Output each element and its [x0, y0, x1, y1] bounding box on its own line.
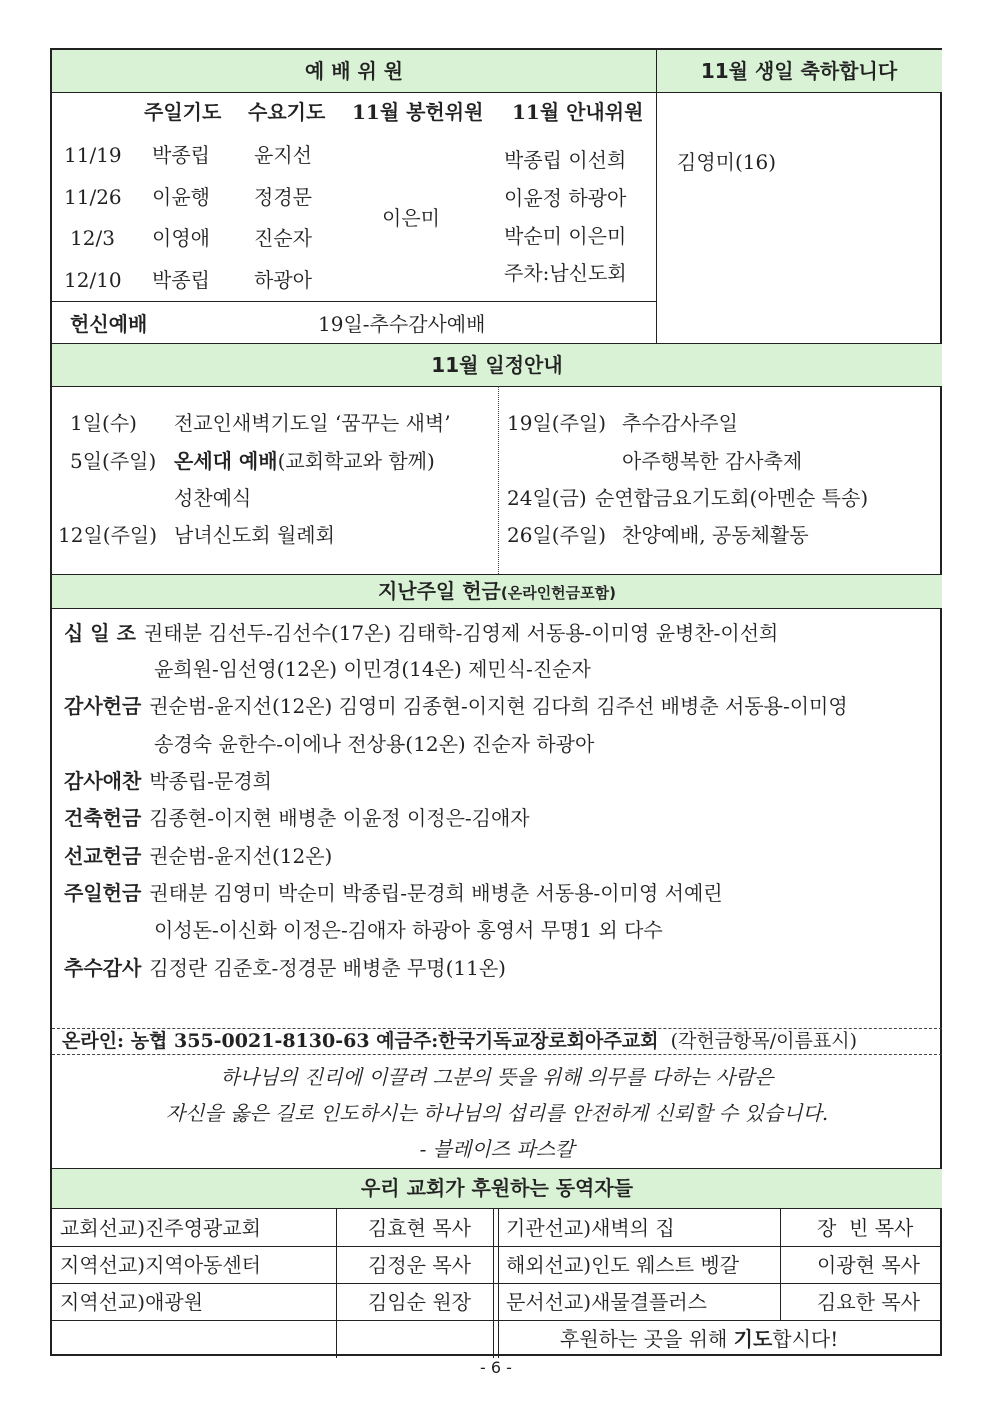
schedule-left-line [174, 451, 435, 471]
row-sunday-prayer: 이윤행 [152, 185, 210, 209]
offering-label: 선교헌금 [64, 844, 142, 868]
offering-label: 건축헌금 [64, 806, 142, 830]
offering-label: 감사애찬 [64, 769, 142, 793]
row-date: 12/10 [64, 268, 122, 292]
prayer-call [560, 1329, 838, 1349]
online-account-note: (각헌금항목/이름표시) [670, 1030, 857, 1052]
support-org: 해외선교)인도 웨스트 벵갈 [506, 1253, 740, 1277]
schedule-left-text: 성찬예식 [174, 486, 252, 510]
schedule-header: 11월 일정안내 [52, 344, 942, 386]
page-number: - 6 - [480, 1358, 512, 1377]
offering-names: 권순범-윤지선(12온) 김영미 김종현-이지현 김다희 김주선 배병춘 서동용-이미영 [149, 694, 848, 718]
schedule-right-date: 26일(주일) [507, 523, 607, 547]
support-person: 김효현 목사 [368, 1216, 471, 1240]
row-usher: 주차:남신도회 [504, 261, 627, 285]
schedule-left-text: 남녀신도회 월례회 [174, 523, 335, 547]
row-wednesday-prayer: 윤지선 [254, 143, 312, 167]
row-date: 12/3 [70, 226, 115, 250]
support-org: 기관선교)새벽의 집 [506, 1216, 675, 1240]
support-person: 장 빈 목사 [817, 1216, 914, 1240]
offering-label: 추수감사 [64, 956, 142, 980]
offering-names: 권순범-윤지선(12온) [149, 844, 333, 868]
row-date: 11/19 [64, 143, 122, 167]
prayer-call-pre: 후원하는 곳을 위해 [560, 1327, 734, 1351]
quote-line-2: 자신을 옳은 길로 인도하시는 하나님의 섭리를 안전하게 신뢰할 수 있습니다. [165, 1101, 829, 1125]
schedule-right-text: 아주행복한 감사축제 [622, 449, 803, 473]
col-header-ushers: 11월 안내위원 [512, 100, 644, 124]
worship-header: 예 배 위 원 [52, 50, 656, 92]
support-person: 이광현 목사 [817, 1253, 920, 1277]
schedule-right-text: 순연합금요기도회(아멘순 특송) [595, 486, 869, 510]
quote-line-1: 하나님의 진리에 이끌려 그분의 뜻을 위해 의무를 다하는 사람은 [220, 1065, 774, 1089]
offering-header-sub: (온라인헌금포함) [500, 584, 617, 602]
devotion-value: 19일-추수감사예배 [318, 312, 486, 336]
offering-item-harvest [64, 958, 506, 978]
birthday-header: 11월 생일 축하합니다 [656, 50, 942, 92]
schedule-left-date: 5일(주일) [70, 449, 157, 473]
schedule-left-date: 1일(수) [70, 411, 137, 435]
row-sunday-prayer: 박종립 [152, 268, 210, 292]
row-sunday-prayer: 박종립 [152, 143, 210, 167]
offering-names: 권태분 김선두-김선수(17온) 김태학-김영제 서동용-이미영 윤병찬-이선희 [143, 621, 779, 645]
offering-names: 윤희원-임선영(12온) 이민경(14온) 제민식-진순자 [154, 657, 591, 681]
offering-label: 주일헌금 [64, 881, 142, 905]
prayer-call-bold: 기도 [733, 1327, 773, 1351]
offering-header-main: 지난주일 헌금 [377, 579, 501, 603]
schedule-right-date: 24일(금) [507, 486, 587, 510]
support-person: 김정운 목사 [368, 1253, 471, 1277]
support-person: 김요한 목사 [817, 1290, 920, 1314]
offering-label: 감사헌금 [64, 694, 142, 718]
support-org: 지역선교)애광원 [60, 1290, 204, 1314]
offering-item-thanks [64, 696, 848, 716]
offering-member: 이은미 [382, 206, 440, 230]
row-date: 11/26 [64, 185, 122, 209]
schedule-left-text: (교회학교와 함께) [277, 449, 435, 473]
quote-author: - 블레이즈 파스칼 [419, 1137, 575, 1161]
col-header-wednesday-prayer: 수요기도 [248, 100, 326, 124]
devotion-label: 헌신예배 [70, 312, 148, 336]
offering-item-tithe [64, 623, 778, 643]
prayer-call-post: 합시다! [772, 1327, 839, 1351]
support-org: 지역선교)지역아동센터 [60, 1253, 262, 1277]
support-person: 김임순 원장 [368, 1290, 471, 1314]
offering-header [52, 575, 942, 608]
row-usher: 박종립 이선희 [504, 148, 627, 172]
schedule-right-text: 추수감사주일 [622, 411, 738, 435]
offering-names: 김종현-이지현 배병춘 이윤정 이정은-김애자 [149, 806, 530, 830]
offering-item-agape [64, 771, 272, 791]
offering-names: 권태분 김영미 박순미 박종립-문경희 배병춘 서동용-이미영 서예린 [149, 881, 723, 905]
support-header: 우리 교회가 후원하는 동역자들 [52, 1169, 942, 1208]
offering-names: 박종립-문경희 [149, 769, 272, 793]
row-wednesday-prayer: 진순자 [254, 226, 312, 250]
row-sunday-prayer: 이영애 [152, 226, 210, 250]
schedule-left-date: 12일(주일) [58, 523, 158, 547]
offering-label: 십 일 조 [64, 621, 136, 645]
online-account-text: 온라인: 농협 355-0021-8130-63 예금주:한국기독교장로회아주교회 [62, 1030, 659, 1052]
row-usher: 박순미 이은미 [504, 224, 627, 248]
col-header-sunday-prayer: 주일기도 [144, 100, 222, 124]
offering-item-sunday [64, 883, 723, 903]
online-account [62, 1032, 857, 1051]
schedule-left-text: 전교인새벽기도일 ‘꿈꾸는 새벽’ [174, 411, 451, 435]
col-header-offering-members: 11월 봉헌위원 [352, 100, 484, 124]
support-org: 문서선교)새물결플러스 [506, 1290, 708, 1314]
offering-item-building [64, 808, 530, 828]
offering-names: 송경숙 윤한수-이에나 전상용(12온) 진순자 하광아 [154, 732, 595, 756]
offering-names: 김정란 김준호-정경문 배병춘 무명(11온) [149, 956, 506, 980]
row-wednesday-prayer: 하광아 [254, 268, 312, 292]
schedule-right-date: 19일(주일) [507, 411, 607, 435]
support-org: 교회선교)진주영광교회 [60, 1216, 262, 1240]
row-wednesday-prayer: 정경문 [254, 185, 312, 209]
schedule-right-text: 찬양예배, 공동체활동 [622, 523, 809, 547]
offering-names: 이성돈-이신화 이정은-김애자 하광아 홍영서 무명1 외 다수 [154, 918, 663, 942]
offering-item-mission [64, 846, 332, 866]
schedule-left-bold: 온세대 예배 [174, 449, 278, 473]
row-usher: 이윤정 하광아 [504, 186, 627, 210]
birthday-names: 김영미(16) [677, 150, 777, 174]
bulletin-page [50, 48, 942, 1356]
